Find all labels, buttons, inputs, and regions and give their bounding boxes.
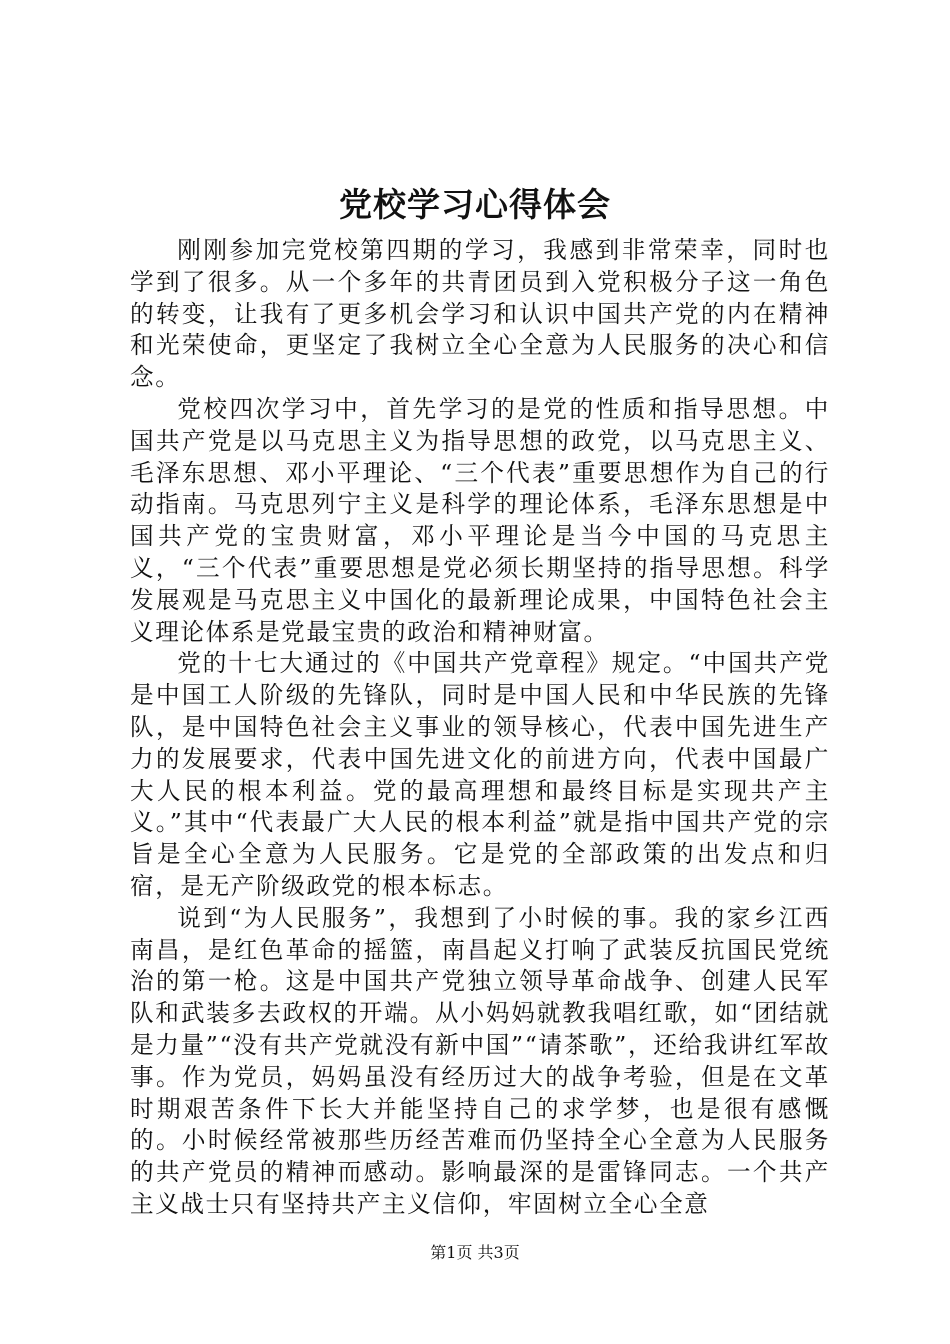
document-body [130, 235, 830, 1221]
document-title: 党校学习心得体会 [339, 185, 611, 224]
paragraph-3: 党的十七大通过的《中国共产党章程》规定。“中国共产党是中国工人阶级的先锋队，同时是中国人民和中华民族的先锋队，是中国特色社会主义事业的领导核心，代表中国先进生产力的发展要求，代表中国先进文化的前进方向，代表中国最广大人民的根本利益。党的最高理想和最终目标是实现共产主义。”其中“代表最广大人民的根本利益”就是指中国共产党的宗旨是全心全意为人民服务。它是党的全部政策的出发点和归宿，是无产阶级政党的根本标志。 [130, 649, 830, 900]
paragraph-2: 党校四次学习中，首先学习的是党的性质和指导思想。中国共产党是以马克思主义为指导思想的政党，以马克思主义、毛泽东思想、邓小平理论、“三个代表”重要思想作为自己的行动指南。马克思列宁主义是科学的理论体系，毛泽东思想是中国共产党的宝贵财富，邓小平理论是当今中国的马克思主义，“三个代表”重要思想是党必须长期坚持的指导思想。科学发展观是马克思主义中国化的最新理论成果，中国特色社会主义理论体系是党最宝贵的政治和精神财富。 [130, 394, 830, 646]
paragraph-1: 刚刚参加完党校第四期的学习，我感到非常荣幸，同时也学到了很多。从一个多年的共青团员到入党积极分子这一角色的转变，让我有了更多机会学习和认识中国共产党的内在精神和光荣使命，更坚定了我树立全心全意为人民服务的决心和信念。 [130, 236, 830, 392]
paragraph-4: 说到“为人民服务”，我想到了小时候的事。我的家乡江西南昌，是红色革命的摇篮，南昌起义打响了武装反抗国民党统治的第一枪。这是中国共产党独立领导革命战争、创建人民军队和武装多去政权的开端。从小妈妈就教我唱红歌，如“团结就是力量”“没有共产党就没有新中国”“请茶歌”，还给我讲红军故事。作为党员，妈妈虽没有经历过大的战争考验，但是在文革时期艰苦条件下长大并能坚持自己的求学梦，也是很有感慨的。小时候经常被那些历经苦难而仍坚持全心全意为人民服务的共产党员的精神而感动。影响最深的是雷锋同志。一个共产主义战士只有坚持共产主义信仰，牢固树立全心全意 [130, 903, 830, 1218]
page-number-footer: 第1页 共3页 [430, 1243, 520, 1262]
